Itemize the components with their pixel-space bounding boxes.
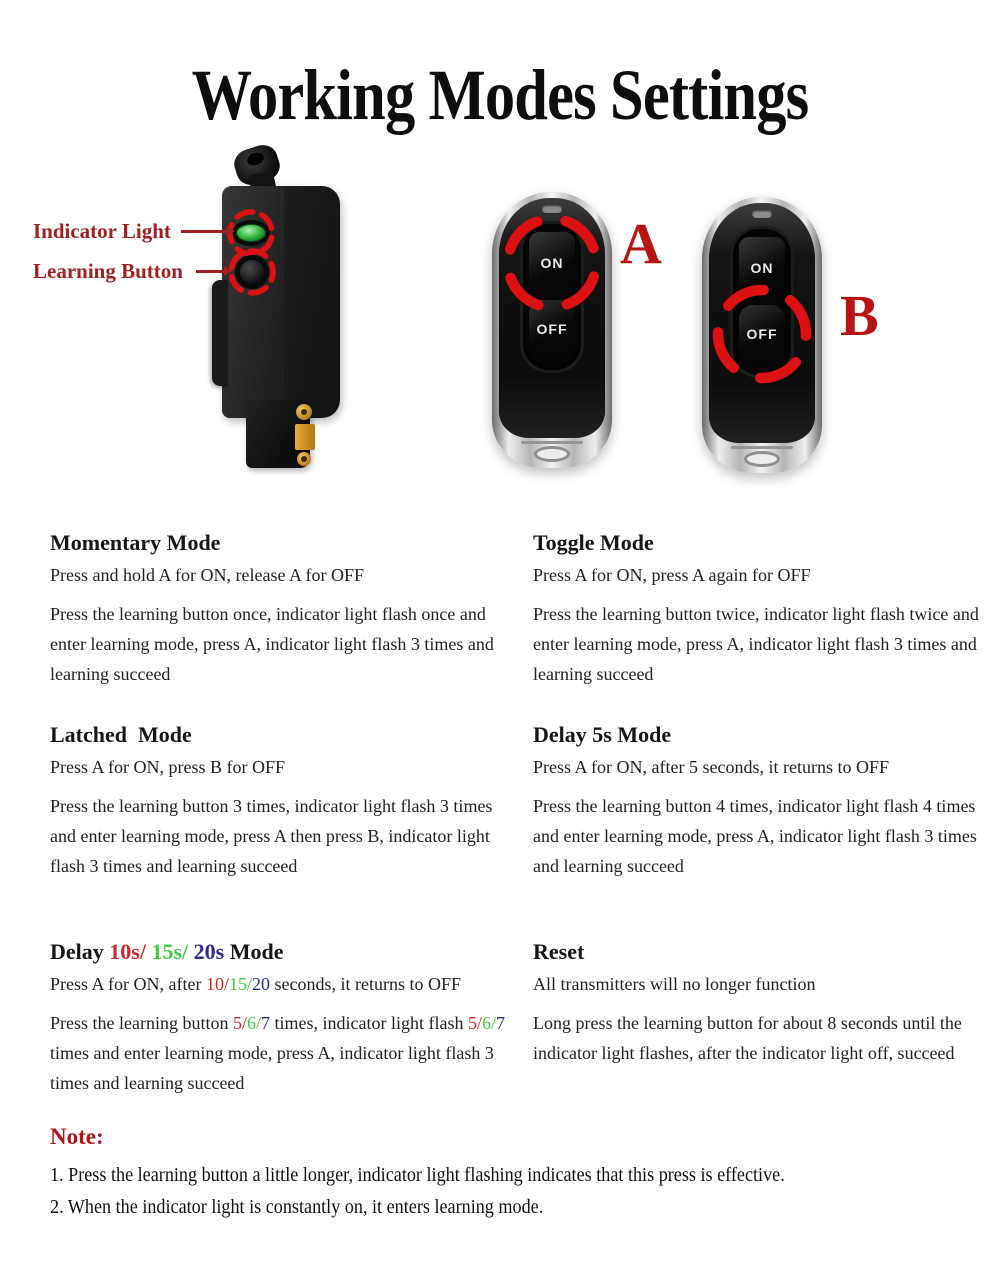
indicator-light-callout-line [181,230,226,233]
note-section [50,1124,980,1224]
indicator-light-callout-arrow-icon [226,226,235,236]
section-heading: Toggle Mode [533,530,654,555]
remote-b-off-highlight-circle [683,255,841,413]
remote-b-keyring-hole [744,451,780,467]
section-summary [50,974,518,995]
remote-a-keyring-hole [534,446,570,462]
summary-segment: Press A for ON, after [50,974,206,994]
section-detail [50,1008,518,1098]
heading-segment: 10s/ [109,939,146,964]
detail-segment: Press the learning button [50,1013,233,1033]
remote-a-on-button: ON [529,232,575,294]
heading-segment: Delay [50,939,110,964]
section-detail: Press the learning button 4 times, indicator light flash 4 times and enter learning mode, press A, indicator light flash 3 times and learning succeed [533,796,982,876]
section-summary: All transmitters will no longer function [533,974,816,994]
detail-segment: 7 [496,1013,506,1033]
remote-b-off-button: OFF [739,305,785,363]
section-summary: Press A for ON, after 5 seconds, it returns to OFF [533,757,889,777]
section-detail: Long press the learning button for about 8 seconds until the indicator light flashes, after the indicator light off, succeed [533,1013,967,1063]
remote-b-seam [731,446,793,449]
detail-segment: times and enter learning mode, press A, indicator light flash 3 times and learning succeed [50,1013,515,1093]
remote-a [492,192,612,468]
receiver-side-clip [212,280,228,386]
indicator-light-label: Indicator Light [33,219,171,243]
section-heading: Momentary Mode [50,530,221,555]
summary-segment: 20 [252,974,271,994]
detail-segment: 7 [261,1013,271,1033]
section-detail: Press the learning button once, indicator light flash once and enter learning mode, press A, indicator light flash 3 times and learning succeed [50,604,499,684]
section-delay-10s-15s-20s-mode [50,939,518,1098]
section-detail: Press the learning button 3 times, indicator light flash 3 times and enter learning mode, press A then press B, indicator light flash 3 times and learning succeed [50,796,497,876]
detail-segment: 6/ [247,1013,262,1033]
summary-segment: seconds, it returns to OFF [270,974,462,994]
section-heading: Latched Mode [50,722,192,747]
section-latched-mode [50,722,512,881]
remote-a-off-button: OFF [529,300,575,358]
learning-button-callout-arrow-icon [224,266,233,276]
summary-segment: 15/ [229,974,253,994]
detail-segment: times, indicator light flash [270,1013,468,1033]
section-summary: Press A for ON, press B for OFF [50,757,286,777]
section-delay-5s-mode [533,722,991,881]
remote-a-seam [521,441,583,444]
summary-segment: 10/ [205,974,229,994]
section-summary: Press A for ON, press A again for OFF [533,565,811,585]
remote-b-letter: B [840,283,879,348]
screw-hole [301,409,307,415]
section-heading [50,939,518,965]
remote-b [702,197,822,473]
connector-contact-plate [295,424,315,450]
section-summary: Press and hold A for ON, release A for OFF [50,565,364,585]
screw-hole [301,456,307,462]
note-item: 1. Press the learning button a little longer, indicator light flashing indicates that this press is effective. [50,1165,785,1186]
connector-screw-bottom [297,452,311,466]
section-heading: Delay 5s Mode [533,722,672,747]
section-toggle-mode [533,530,991,689]
section-momentary-mode [50,530,512,689]
section-detail: Press the learning button twice, indicator light flash twice and enter learning mode, press A, indicator light flash 3 times and learning succeed [533,604,984,684]
remote-a-letter: A [620,211,662,276]
detail-segment: 6/ [482,1013,497,1033]
section-heading: Reset [533,939,585,964]
connector-screw-top [296,404,312,420]
note-item: 2. When the indicator light is constantly on, it enters learning mode. [50,1197,544,1218]
heading-segment: 20s [188,939,225,964]
section-reset [533,939,991,1068]
heading-segment: 15s/ [145,939,189,964]
heading-segment: Mode [224,939,284,964]
detail-segment: 5/ [232,1013,247,1033]
note-heading: Note: [50,1124,104,1149]
remote-b-on-button: ON [739,237,785,299]
learning-button-label: Learning Button [33,259,183,283]
detail-segment: 5/ [467,1013,482,1033]
page-title: Working Modes Settings [191,55,809,135]
remote-b-led-icon [752,210,772,218]
learning-button-callout-line [196,270,224,273]
